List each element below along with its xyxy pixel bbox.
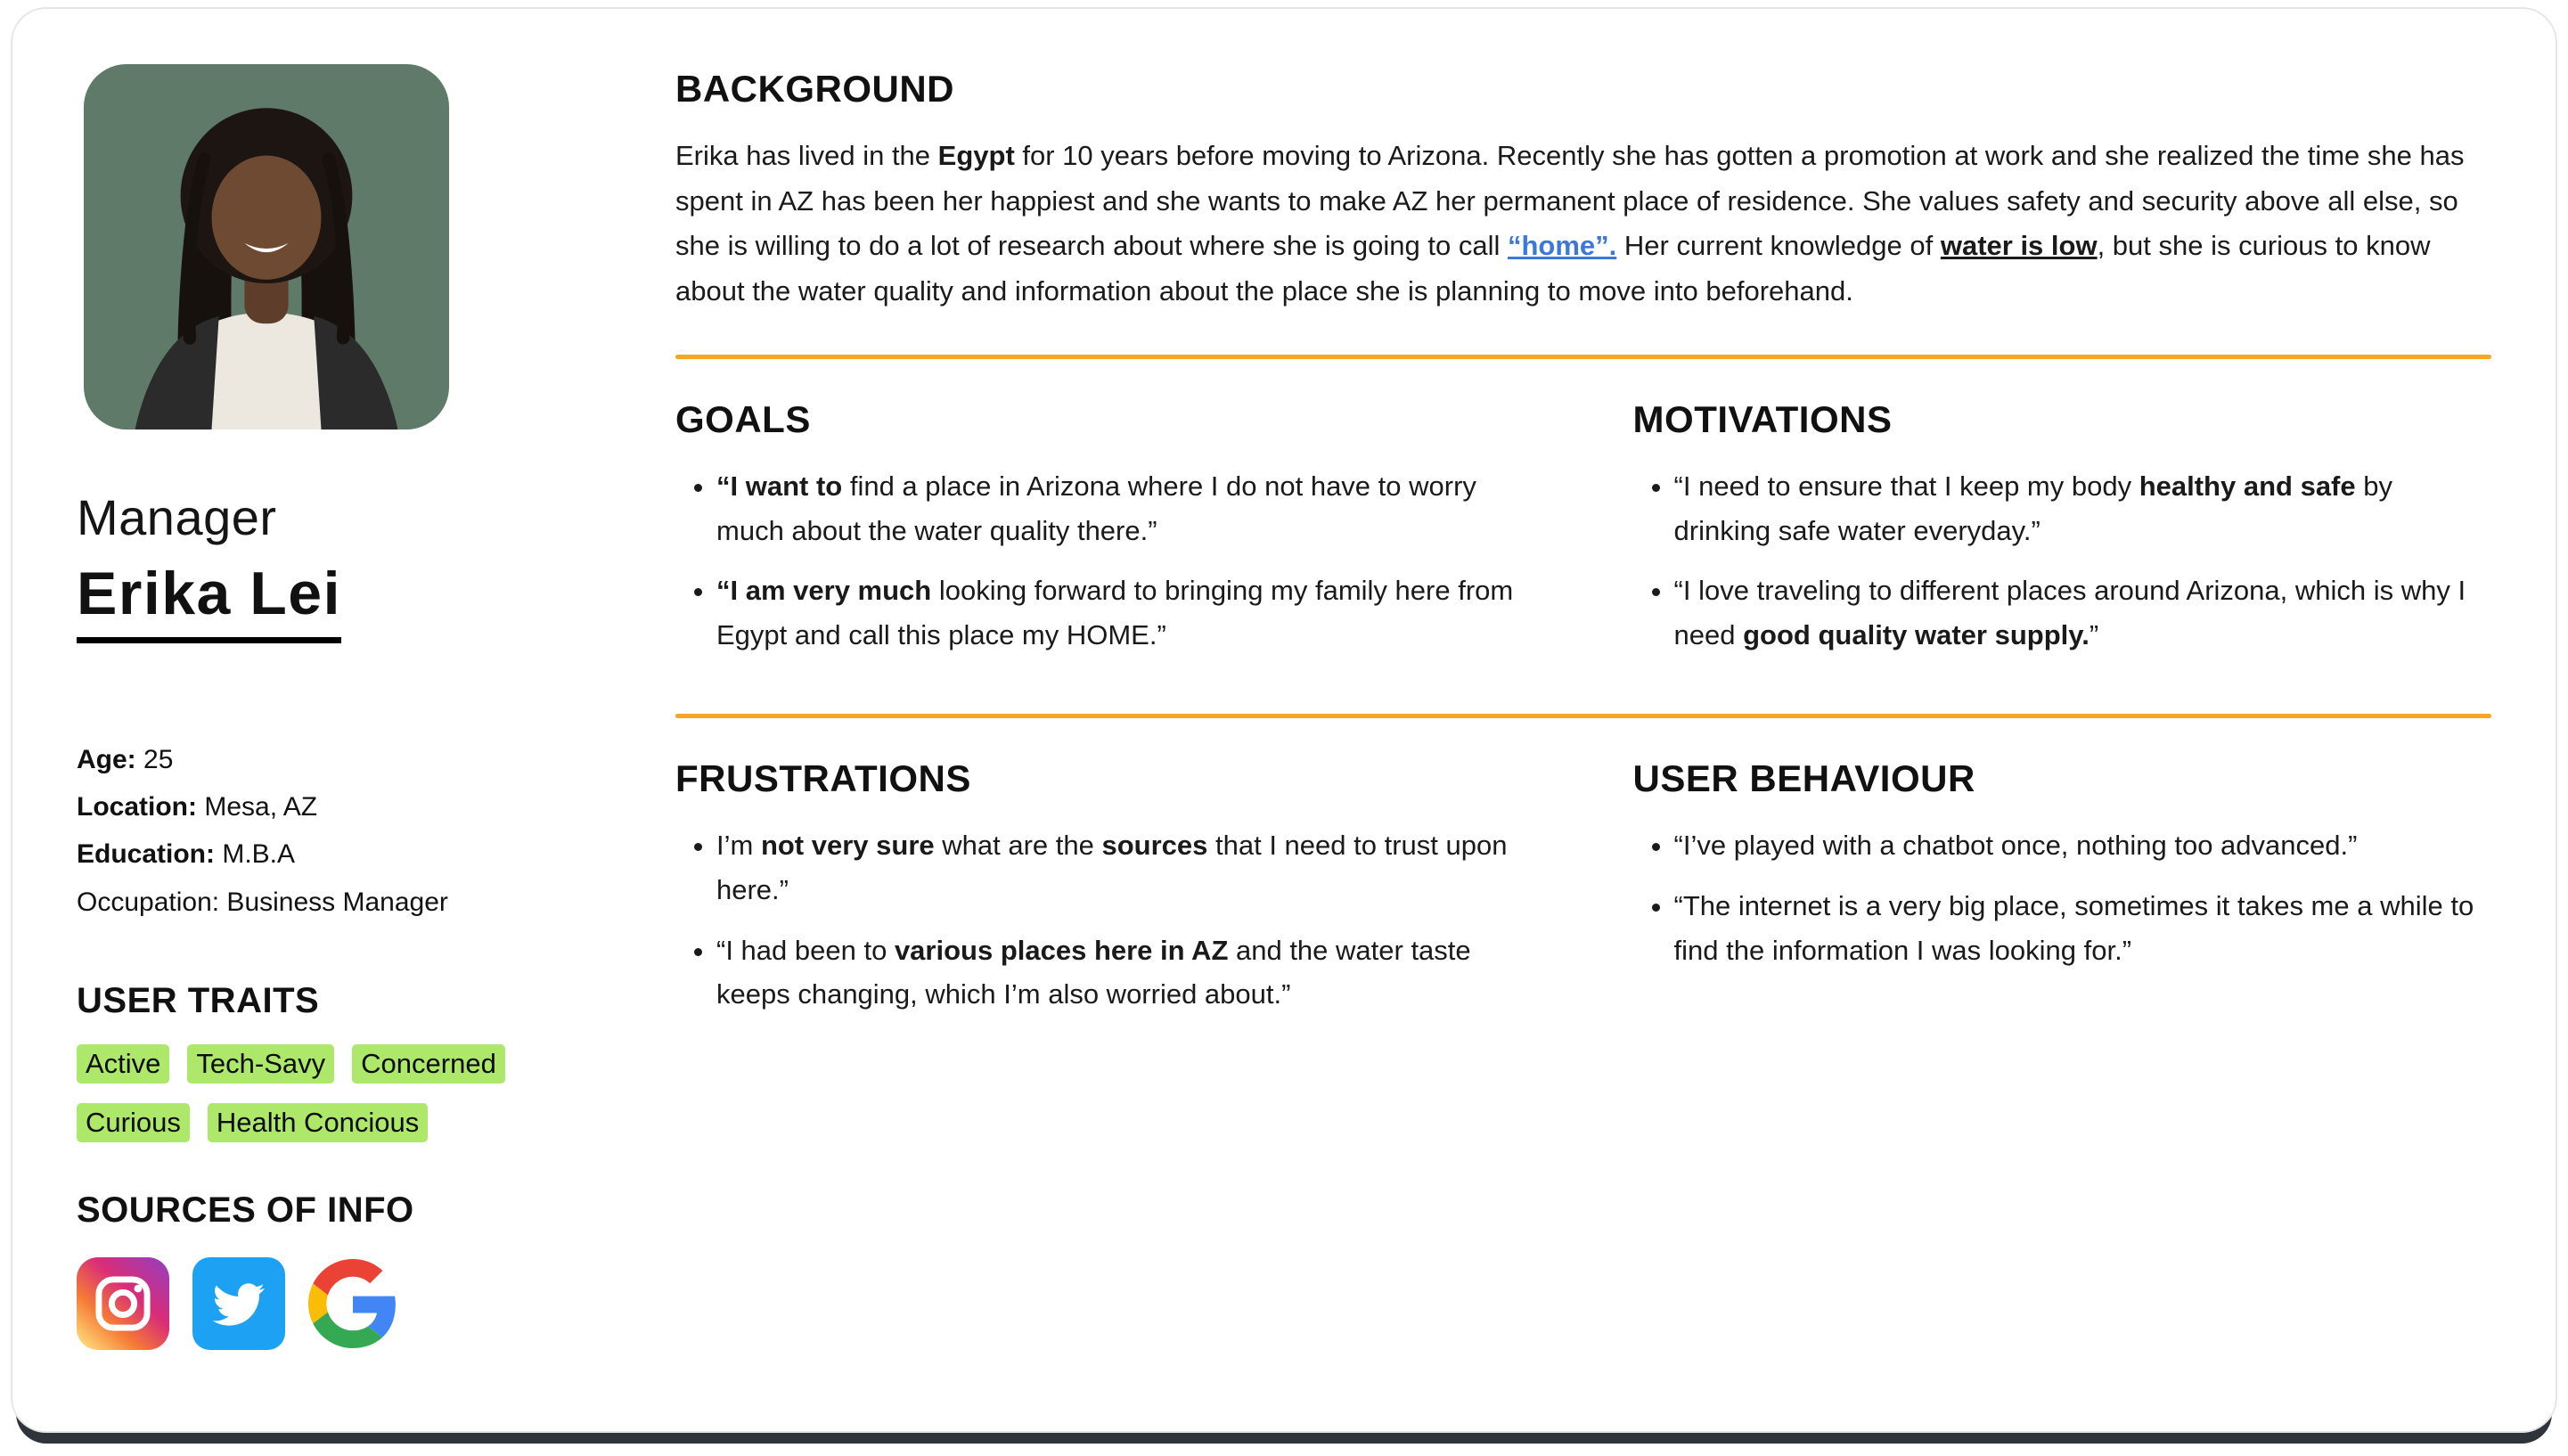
persona-role: Manager	[77, 489, 277, 545]
detail-age: Age: 25	[77, 744, 174, 774]
frustrations-list	[675, 823, 1517, 1016]
twitter-icon[interactable]	[192, 1257, 285, 1350]
section-goals	[675, 398, 1517, 673]
instagram-icon[interactable]	[77, 1257, 169, 1350]
trait-tag: Tech-Savy	[187, 1044, 334, 1084]
motivation-item: • “I need to ensure that I keep my body healthy and safe by drinking safe water everyday.”	[1674, 464, 2491, 552]
background-title: BACKGROUND	[675, 68, 954, 110]
google-icon[interactable]	[308, 1259, 397, 1348]
frustrations-title: FRUSTRATIONS	[675, 757, 971, 800]
behaviour-item: • “I’ve played with a chatbot once, nothing too advanced.”	[1674, 823, 2491, 868]
section-background	[675, 68, 2491, 314]
section-motivations	[1633, 398, 2491, 673]
persona-sidebar	[77, 64, 593, 1395]
persona-details	[77, 736, 593, 927]
persona-name: Erika Lei	[77, 559, 341, 643]
profile-photo-illustration	[84, 64, 449, 429]
goal-item: • “I want to find a place in Arizona where I do not have to worry much about the water quality there.”	[716, 464, 1517, 552]
user-behaviour-list	[1633, 823, 2491, 972]
divider-orange	[675, 355, 2491, 359]
trait-tag: Curious	[77, 1103, 190, 1142]
detail-occupation: Occupation: Business Manager	[77, 887, 448, 917]
divider-orange	[675, 714, 2491, 718]
trait-tag: Health Concious	[208, 1103, 428, 1142]
profile-photo	[84, 64, 449, 429]
background-text: Erika has lived in the Egypt for 10 years before moving to Arizona. Recently she has gotten a promotion at work and she realized the time she has spent in AZ has been her happiest and she wants to make AZ her permanent place of residence. She values safety and security above all else, so she is willing to do a lot of research about where she is going to call “home”. Her current knowledge of water is low, but she is curious to know about the water quality and information about the place she is planning to move into beforehand.	[675, 140, 2465, 307]
goals-list	[675, 464, 1517, 657]
section-frustrations	[675, 757, 1517, 1032]
detail-education: Education: M.B.A	[77, 839, 296, 870]
motivations-list	[1633, 464, 2491, 657]
motivation-item: • “I love traveling to different places around Arizona, which is why I need good quality water supply.”	[1674, 568, 2491, 657]
frustration-item: • “I had been to various places here in AZ and the water taste keeps changing, which I’m also worried about.”	[716, 928, 1517, 1017]
trait-tag: Concerned	[352, 1044, 505, 1084]
user-behaviour-title: USER BEHAVIOUR	[1632, 757, 1975, 800]
frustration-item: • I’m not very sure what are the sources that I need to trust upon here.”	[716, 823, 1517, 912]
user-traits-tags	[77, 1044, 576, 1142]
persona-main	[593, 64, 2491, 1395]
goals-motivations-row	[675, 398, 2491, 673]
goals-title: GOALS	[675, 398, 811, 441]
detail-location: Location: Mesa, AZ	[77, 791, 318, 822]
motivations-title: MOTIVATIONS	[1632, 398, 1893, 441]
trait-tag: Active	[77, 1044, 169, 1084]
behaviour-item: • “The internet is a very big place, sometimes it takes me a while to find the information I was looking for.”	[1674, 884, 2491, 972]
user-traits-title: USER TRAITS	[77, 981, 320, 1021]
persona-card	[11, 7, 2557, 1433]
home-link[interactable]: “home”.	[1507, 230, 1617, 262]
section-user-behaviour	[1633, 757, 2491, 1032]
goal-item: • “I am very much looking forward to bringing my family here from Egypt and call this place my HOME.”	[716, 568, 1517, 657]
frustrations-behaviour-row	[675, 757, 2491, 1032]
sources-of-info-icons	[77, 1257, 593, 1350]
sources-of-info-title: SOURCES OF INFO	[77, 1190, 414, 1231]
